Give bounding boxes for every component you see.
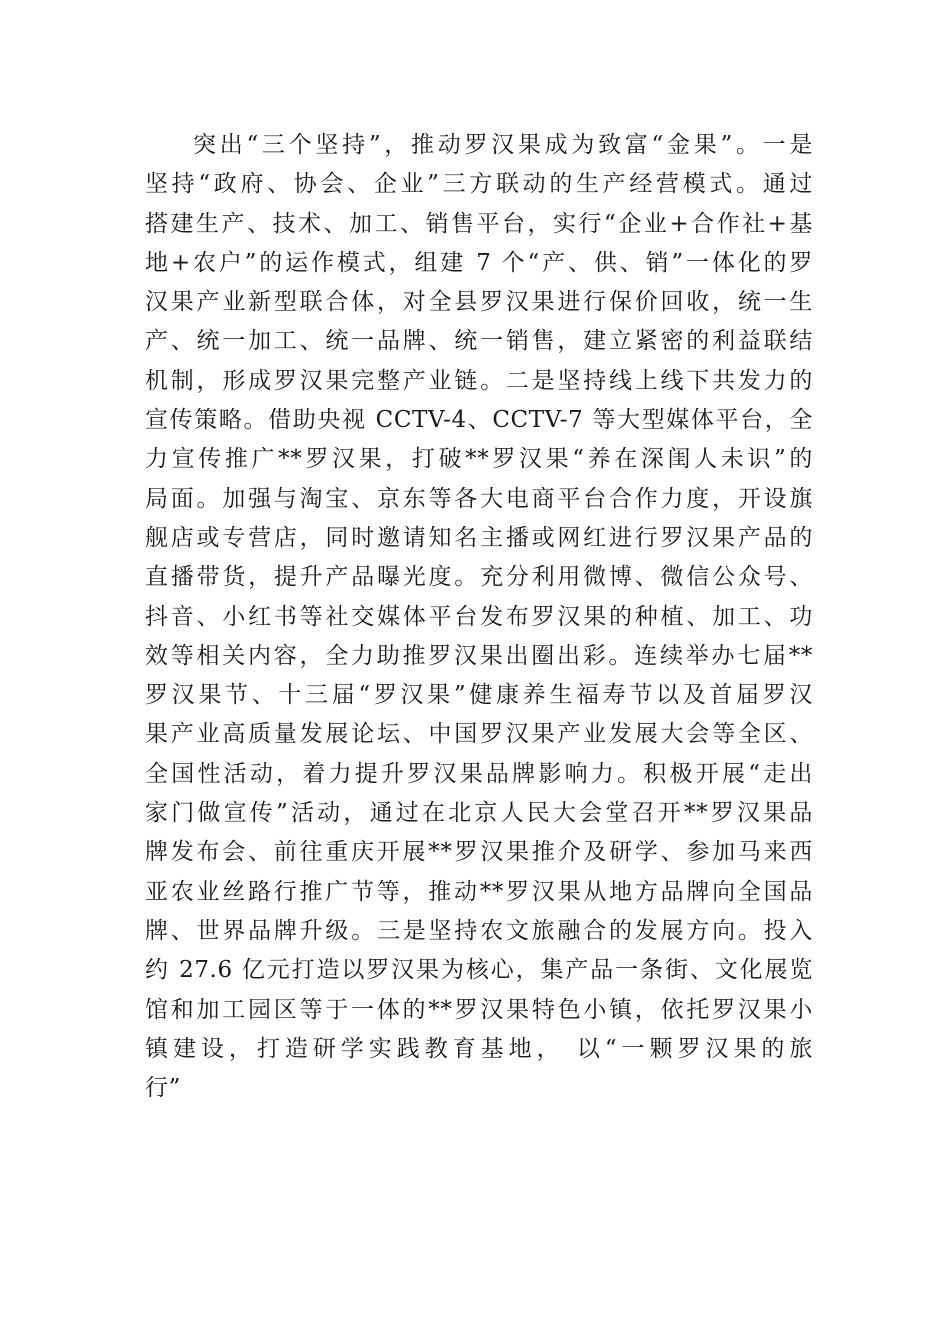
paragraph-line: 直播带货，提升产品曝光度。充分利用微博、微信公众号、 — [145, 564, 813, 591]
paragraph-line: 全国性活动，着力提升罗汉果品牌影响力。积极开展“走出 — [145, 760, 813, 787]
paragraph-line: 效等相关内容，全力助推罗汉果出圈出彩。连续举办七届** — [145, 642, 813, 669]
paragraph-line: 突出“三个坚持”，推动罗汉果成为致富“金果”。一是 — [193, 132, 813, 158]
paragraph-line: 局面。加强与淘宝、京东等各大电商平台合作力度，开设旗 — [145, 485, 813, 512]
paragraph-line: 镇建设，打造研学实践教育基地， 以“一颗罗汉果的旅 — [145, 1035, 813, 1062]
paragraph-line: 宣传策略。借助央视 CCTV-4、CCTV-7 等大型媒体平台，全 — [145, 407, 813, 434]
paragraph-line: 汉果产业新型联合体，对全县罗汉果进行保价回收，统一生 — [145, 289, 813, 316]
paragraph-line: 牌发布会、前往重庆开展**罗汉果推介及研学、参加马来西 — [145, 839, 813, 866]
paragraph-line: 力宣传推广**罗汉果，打破**罗汉果“养在深闺人未识”的 — [145, 446, 813, 473]
paragraph-line: 牌、世界品牌升级。三是坚持农文旅融合的发展方向。投入 — [145, 917, 813, 944]
paragraph-line: 家门做宣传”活动，通过在北京人民大会堂召开**罗汉果品 — [145, 800, 813, 827]
paragraph-line: 亚农业丝路行推广节等，推动**罗汉果从地方品牌向全国品 — [145, 878, 813, 905]
paragraph-line: 舰店或专营店，同时邀请知名主播或网红进行罗汉果产品的 — [145, 524, 813, 551]
paragraph-line: 果产业高质量发展论坛、中国罗汉果产业发展大会等全区、 — [145, 721, 813, 748]
paragraph-line: 机制，形成罗汉果完整产业链。二是坚持线上线下共发力的 — [145, 367, 813, 394]
paragraph-line: 地+农户”的运作模式，组建 7 个“产、供、销”一体化的罗 — [145, 249, 813, 276]
paragraph-line: 罗汉果节、十三届“罗汉果”健康养生福寿节以及首届罗汉 — [145, 682, 813, 709]
body-paragraph — [145, 126, 813, 1108]
paragraph-line: 约 27.6 亿元打造以罗汉果为核心，集产品一条街、文化展览 — [145, 957, 813, 984]
paragraph-line: 抖音、小红书等社交媒体平台发布罗汉果的种植、加工、功 — [145, 603, 813, 630]
paragraph-line: 搭建生产、技术、加工、销售平台，实行“企业+合作社+基 — [145, 210, 813, 237]
paragraph-line: 馆和加工园区等于一体的**罗汉果特色小镇，依托罗汉果小 — [145, 996, 813, 1023]
paragraph-line: 产、统一加工、统一品牌、统一销售，建立紧密的利益联结 — [145, 328, 813, 355]
paragraph-line: 坚持“政府、协会、企业”三方联动的生产经营模式。通过 — [145, 171, 813, 198]
paragraph-line: 行” — [145, 1075, 181, 1102]
